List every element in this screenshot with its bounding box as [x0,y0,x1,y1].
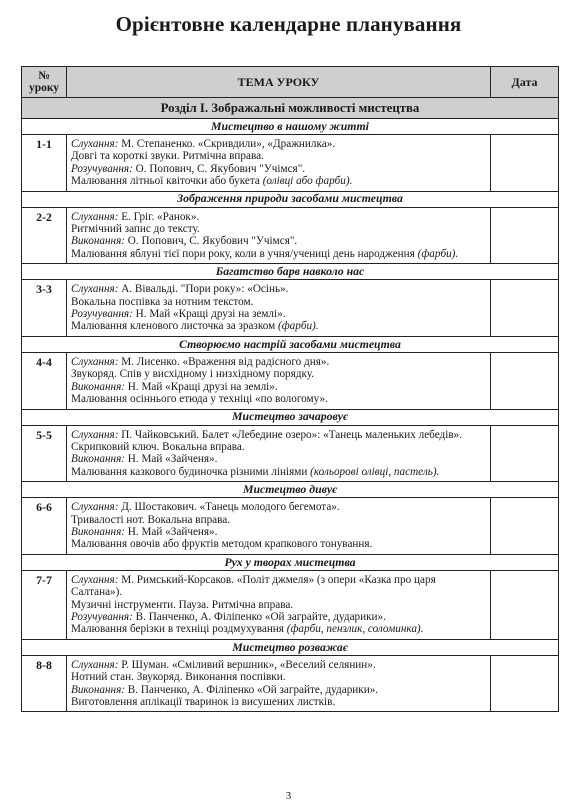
activity-label: Слухання: [71,428,119,441]
lesson-line [71,623,486,635]
activity-text: Малювання казкового будиночка різними лініями [71,465,311,478]
activity-label: Слухання: [71,210,119,223]
activity-text: Д. Шостакович. «Танець молодого бегемота». [118,501,340,514]
topic-row [22,191,559,207]
date-cell[interactable] [491,425,559,482]
lesson-line [71,659,486,671]
lesson-line [71,611,486,623]
lesson-line [71,381,486,393]
activity-label: Розучування: [71,162,133,175]
topic-title: Зображення природи засобами мистецтва [22,191,559,207]
calendar-plan-table [21,66,559,712]
section-row [22,98,559,119]
table-header-row [22,67,559,98]
date-cell[interactable] [491,207,559,264]
lesson-line [71,283,486,295]
header-topic: ТЕМА УРОКУ [67,67,491,98]
lesson-line [71,138,486,150]
lesson-row [22,352,559,409]
activity-text: Н. Май «Зайченя». [125,453,218,466]
activity-text: Е. Гріг. «Ранок». [118,210,200,223]
activity-text: Малювання літньої квіточки або букета [71,175,263,188]
materials-note: (фарби). [277,320,319,333]
lesson-line [71,211,486,223]
page-number: 3 [285,790,292,802]
activity-text: О. Попович, С. Якубович "Учімся". [132,162,306,175]
lesson-number: 8-8 [22,655,67,712]
topic-row [22,119,559,135]
topic-row [22,639,559,655]
activity-text: А. Вівальді. "Пори року»: «Осінь». [118,283,289,296]
section-title: Розділ І. Зображальні можливості мистецтва [22,98,559,119]
lesson-row [22,207,559,264]
topic-title: Багатство барв навколо нас [22,264,559,280]
topic-title: Мистецтво зачаровує [22,409,559,425]
activity-text: Виготовлення аплікації тваринок із висушених листків. [71,696,336,708]
lesson-row [22,135,559,192]
activity-text: Малювання берізки в техніці роздмухування [71,623,287,636]
activity-text: М. Степаненко. «Скривдили», «Дражнилка». [118,138,336,150]
topic-title: Мистецтво в нашому житті [22,119,559,135]
lesson-line [71,296,486,308]
topic-title: Створюємо настрій засобами мистецтва [22,336,559,352]
lesson-row [22,655,559,712]
header-date: Дата [491,67,559,98]
lesson-line [71,526,486,538]
lesson-row [22,425,559,482]
activity-text: В. Панченко, А. Філіпенко «Ой заграйте, дударики». [125,683,379,696]
activity-text: Н. Май «Кращі друзі на землі». [125,380,278,393]
materials-note: (фарби). [417,247,459,260]
topic-row [22,409,559,425]
lesson-content [67,655,491,712]
lesson-line [71,175,486,187]
lesson-line [71,393,486,405]
header-lesson-number: № уроку [22,67,67,98]
lesson-line [71,150,486,162]
lesson-number: 7-7 [22,570,67,639]
activity-text: Ритмічний запис до тексту. [71,223,200,236]
activity-text: О. Попович, С. Якубович "Учімся". [125,235,298,248]
lesson-line [71,574,486,599]
lesson-content [67,280,491,337]
lesson-content [67,352,491,409]
activity-text: Н. Май «Зайченя». [125,525,218,538]
topic-row [22,554,559,570]
lesson-line [71,248,486,260]
date-cell[interactable] [491,570,559,639]
activity-text: Малювання осіннього етюда у техніці «по вологому». [71,393,328,406]
activity-label: Розучування: [71,610,133,623]
activity-label: Слухання: [71,138,119,150]
lesson-row [22,498,559,555]
materials-note: (олівці або фарби). [262,175,353,188]
activity-label: Виконання: [71,525,125,538]
lesson-line [71,223,486,235]
lesson-line [71,356,486,368]
lesson-content [67,135,491,192]
lesson-content [67,425,491,482]
activity-text: Нотний стан. Звукоряд. Виконання поспівки. [71,671,286,684]
page-title: Орієнтовне календарне планування [115,12,462,36]
lesson-content [67,207,491,264]
activity-text: М. Римський-Корсаков. «Політ джмеля» (з опери «Казка про царя Салтана»). [71,573,436,599]
topic-row [22,482,559,498]
activity-text: В. Панченко, А. Філіпенко «Ой заграйте, дударики». [132,610,386,623]
activity-text: Музичні інструменти. Пауза. Ритмічна вправа. [71,598,294,611]
lesson-row [22,280,559,337]
lesson-content [67,498,491,555]
lesson-content [67,570,491,639]
lesson-number: 5-5 [22,425,67,482]
lesson-line [71,320,486,332]
activity-label: Виконання: [71,683,125,696]
lesson-line [71,235,486,247]
topic-row [22,264,559,280]
activity-label: Слухання: [71,658,119,671]
activity-text: П. Чайковський. Балет «Лебедине озеро»: «Танець маленьких лебедів». [118,428,462,441]
activity-text: Тривалості нот. Вокальна вправа. [71,513,231,526]
materials-note: (кольорові олівці, пастель). [310,465,440,478]
lesson-line [71,466,486,478]
lesson-line [71,308,486,320]
topic-title: Мистецтво дивує [22,482,559,498]
activity-label: Розучування: [71,308,133,321]
lesson-number: 6-6 [22,498,67,555]
activity-label: Виконання: [71,235,125,248]
date-cell[interactable] [491,655,559,712]
activity-text: Вокальна поспівка за нотним текстом. [71,295,254,308]
lesson-line [71,599,486,611]
activity-text: Н. Май «Кращі друзі на землі». [132,308,286,321]
date-cell[interactable] [491,498,559,555]
lesson-line [71,368,486,380]
lesson-line [71,696,486,708]
topic-title: Рух у творах мистецтва [22,554,559,570]
topic-title: Мистецтво розважає [22,639,559,655]
date-cell[interactable] [491,135,559,192]
lesson-line [71,441,486,453]
activity-text: Малювання овочів або фруктів методом крапкового тонування. [71,538,373,551]
topic-row [22,336,559,352]
lesson-line [71,514,486,526]
activity-label: Виконання: [71,380,125,393]
date-cell[interactable] [491,352,559,409]
activity-label: Слухання: [71,283,119,296]
materials-note: (фарби, пензлик, соломинка). [286,623,424,636]
lesson-line [71,538,486,550]
lesson-line [71,429,486,441]
activity-label: Виконання: [71,453,125,466]
lesson-line [71,163,486,175]
activity-text: Малювання яблуні тієї пори року, коли в учня/учениці день народження [71,247,418,260]
lesson-number: 3-3 [22,280,67,337]
activity-text: Скрипковий ключ. Вокальна вправа. [71,440,245,453]
lesson-line [71,501,486,513]
activity-text: Звукоряд. Спів у висхідному і низхідному порядку. [71,368,315,381]
activity-label: Слухання: [71,501,119,514]
activity-text: М. Лисенко. «Враження від радісного дня». [118,355,330,368]
lesson-line [71,671,486,683]
lesson-number: 1-1 [22,135,67,192]
activity-label: Слухання: [71,573,119,586]
date-cell[interactable] [491,280,559,337]
lesson-line [71,684,486,696]
activity-text: Малювання кленового листочка за зразком [71,320,278,333]
lesson-number: 2-2 [22,207,67,264]
activity-text: Довгі та короткі звуки. Ритмічна вправа. [71,150,264,163]
activity-label: Слухання: [71,355,119,368]
activity-text: Р. Шуман. «Сміливий вершник», «Веселий селянин». [118,658,376,671]
lesson-number: 4-4 [22,352,67,409]
lesson-row [22,570,559,639]
lesson-line [71,453,486,465]
